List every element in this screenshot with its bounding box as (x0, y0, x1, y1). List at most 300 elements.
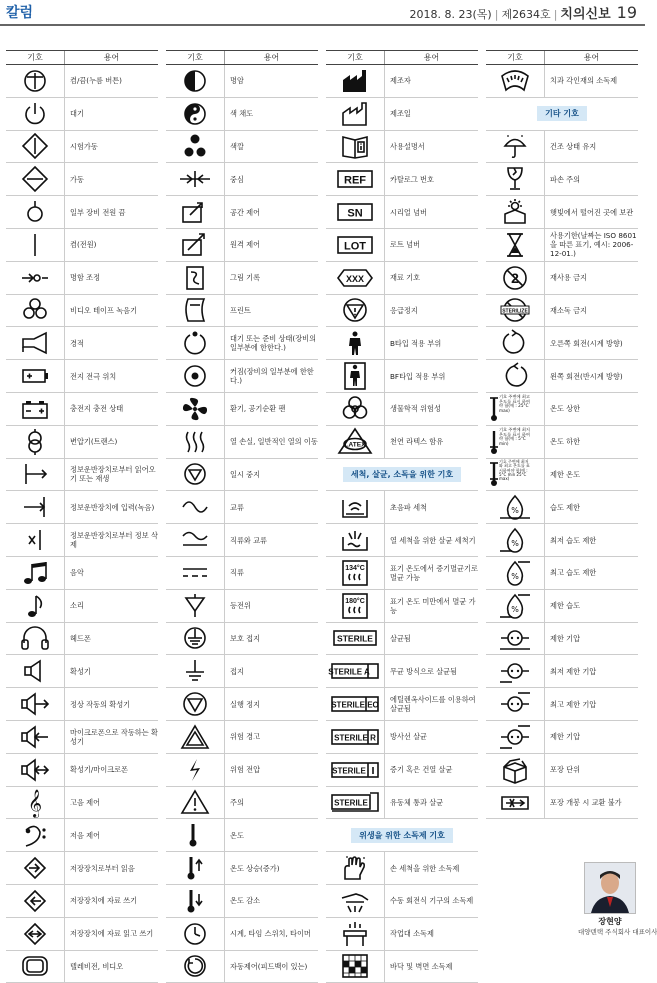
write-storage-icon (20, 888, 50, 914)
symbol-cell (486, 787, 545, 819)
term-label: 사용설명서 (390, 141, 425, 151)
table-row (6, 918, 158, 951)
pressure-limit-icon (500, 625, 530, 651)
subsection-heading (486, 98, 638, 131)
table-row (166, 951, 318, 983)
table-row (166, 623, 318, 656)
hand-disinfect-icon (340, 855, 370, 881)
table-header (326, 50, 478, 65)
term-label: 시험가동 (70, 141, 98, 151)
symbol-cell (486, 590, 545, 622)
table-row (6, 426, 158, 459)
header-symbol: 기호 (166, 51, 225, 64)
symbol-cell (6, 393, 65, 425)
table-row (166, 787, 318, 820)
symbol-cell (486, 360, 545, 392)
term-label: 색 채도 (230, 109, 254, 119)
symbol-cell (166, 918, 225, 950)
table-row (486, 655, 638, 688)
sunlight-icon (500, 199, 530, 225)
symbol-cell (326, 557, 385, 589)
biohazard-icon (340, 396, 370, 422)
read-storage-icon (20, 855, 50, 881)
symbol-cell (486, 229, 545, 261)
term-label: 정보운반장치에 입력(녹음) (70, 502, 155, 512)
symbol-cell (326, 393, 385, 425)
svg-text:LOT: LOT (344, 240, 366, 253)
svg-text:SN: SN (347, 207, 363, 220)
table-row (6, 393, 158, 426)
term-label: 마이크로폰으로 작동하는 확성기 (70, 727, 158, 746)
symbol-cell (326, 590, 385, 622)
table-row (6, 655, 158, 688)
symbol-cell (326, 262, 385, 294)
symbol-cell (326, 196, 385, 228)
term-label: 저장장치에 자료 쓰기 (70, 896, 138, 906)
term-label: 교류 (230, 502, 244, 512)
symbol-cell (486, 655, 545, 687)
table-header (166, 50, 318, 65)
term-label: 표기 온도에서 증기멸균기로 멸균 가능 (390, 563, 478, 582)
header-info: 2018. 8. 23(목) | 제2634호 | 치의신보 19 (409, 3, 637, 22)
table-row (166, 426, 318, 459)
svg-text:%: % (511, 539, 519, 549)
sterile-icon (337, 625, 373, 651)
svg-text:2: 2 (511, 269, 519, 286)
table-row (6, 951, 158, 983)
term-label: 재료 기호 (390, 273, 421, 283)
horn-icon (20, 330, 50, 356)
symbol-cell (166, 819, 225, 851)
term-label: 재소독 금지 (550, 305, 588, 315)
high-voltage-icon (180, 757, 210, 783)
table-row (326, 295, 478, 328)
symbol-cell (486, 688, 545, 720)
term-label: 제한 기압 (550, 633, 581, 643)
term-label: 충전지 충전 상태 (70, 404, 124, 414)
header-term: 용어 (423, 53, 440, 62)
symbol-cell (6, 360, 65, 392)
table-row (166, 524, 318, 557)
table-row (166, 196, 318, 229)
symbol-cell (166, 787, 225, 819)
table-row (326, 852, 478, 885)
subsection-heading (326, 459, 478, 492)
symbol-cell (326, 524, 385, 556)
table-row (6, 163, 158, 196)
term-label: 증기 혹은 건열 살균 (390, 765, 453, 775)
table-row (6, 360, 158, 393)
symbol-cell (6, 65, 65, 97)
package-unit-icon (500, 757, 530, 783)
table-row (166, 655, 318, 688)
symbol-cell (166, 163, 225, 195)
symbol-cell (6, 524, 65, 556)
svg-text:REF: REF (344, 174, 366, 187)
table-row (166, 360, 318, 393)
term-label: 제조자 (390, 76, 411, 86)
symbol-cell (166, 754, 225, 786)
symbol-cell (326, 852, 385, 884)
term-label: 저장장치에 자료 읽고 쓰기 (70, 929, 154, 939)
table-row (326, 196, 478, 229)
table-row (166, 131, 318, 164)
symbol-cell (326, 98, 385, 130)
symbol-cell (486, 327, 545, 359)
term-label: 제한 온도 (550, 469, 581, 479)
symbol-cell (486, 295, 545, 327)
ac-dc-icon (180, 527, 210, 553)
term-label: 보호 접지 (230, 633, 261, 643)
symbol-cell (166, 623, 225, 655)
symbol-cell (326, 295, 385, 327)
term-label: 작업대 소독제 (390, 929, 434, 939)
table-row (326, 918, 478, 951)
table-row (326, 590, 478, 623)
svg-text:STERILE R: STERILE R (334, 733, 376, 743)
sterile-eo-icon (331, 691, 379, 717)
symbol-cell (6, 491, 65, 523)
term-label: 손 세척을 위한 소독제 (390, 863, 460, 873)
type-bf-icon (340, 363, 370, 389)
newspaper-name: 치의신보 (560, 7, 611, 22)
term-label: 수동 회전식 기구의 소독제 (390, 896, 474, 906)
term-label: 온도 상한 (550, 404, 581, 414)
symbol-cell (166, 65, 225, 97)
symbol-cell (166, 98, 225, 130)
author-name: 장현양 (598, 917, 622, 926)
charger-battery-icon (20, 396, 50, 422)
term-label: 저장장치로부터 읽음 (70, 863, 135, 873)
term-label: 카탈로그 번호 (390, 174, 434, 184)
table-row (486, 590, 638, 623)
fan-icon (180, 396, 210, 422)
symbol-cell (166, 655, 225, 687)
no-resterilize-icon (500, 297, 530, 323)
table-row (6, 623, 158, 656)
table-row (6, 852, 158, 885)
table-row (486, 688, 638, 721)
pressure-range-icon (500, 724, 530, 750)
term-label: 정상 작동의 확성기 (70, 699, 131, 709)
symbol-cell (326, 951, 385, 983)
table-row (326, 426, 478, 459)
auto-control-icon (180, 953, 210, 979)
term-label: 열 세척을 위한 살균 세척기 (390, 535, 476, 545)
table-row (166, 459, 318, 492)
steam-134-icon (340, 560, 370, 586)
term-label: 오른쪽 회전(시계 방향) (550, 338, 623, 348)
symbol-cell (166, 295, 225, 327)
loudspeaker-icon (20, 658, 50, 684)
symbol-cell (486, 131, 545, 163)
term-label: 살균됨 (390, 633, 411, 643)
term-label: 확성기 (70, 666, 91, 676)
video-tape-icon (20, 297, 50, 323)
instructions-icon (340, 133, 370, 159)
no-reuse-icon (500, 265, 530, 291)
focus-icon (180, 166, 210, 192)
table-row (6, 131, 158, 164)
symbol-cell (6, 655, 65, 687)
table-row (326, 163, 478, 196)
emergency-stop-icon (180, 691, 210, 717)
term-label: 천연 라텍스 함유 (390, 437, 444, 447)
table-row (166, 819, 318, 852)
print-icon (180, 297, 210, 323)
television-icon (20, 953, 50, 979)
music-icon (20, 560, 50, 586)
symbol-cell (486, 524, 545, 556)
table-row (166, 590, 318, 623)
symbol-table-3 (326, 50, 478, 983)
table-row (486, 459, 638, 492)
table-row (486, 327, 638, 360)
direct-current-icon (180, 560, 210, 586)
symbol-cell (326, 918, 385, 950)
humidity-max-icon (500, 560, 530, 586)
issue-date: 2018. 8. 23(목) (409, 8, 492, 21)
table-row (326, 623, 478, 656)
term-label: 최저 습도 제한 (550, 535, 597, 545)
temperature-down-icon (180, 888, 210, 914)
local-control-icon (180, 199, 210, 225)
term-label: 저음 제어 (70, 830, 101, 840)
term-label: 에틸렌옥사이드를 이용하여 살균됨 (390, 695, 476, 714)
svg-text:STERILIZE: STERILIZE (502, 308, 528, 315)
subsection-label: 세척, 살균, 소독을 위한 기호 (343, 467, 461, 482)
symbol-cell (326, 491, 385, 523)
term-label: 정보운반장치로부터 읽어오기 또는 재생 (70, 465, 156, 484)
term-label: 음악 (70, 568, 84, 578)
symbol-cell (6, 131, 65, 163)
svg-text:134°C: 134°C (345, 564, 365, 572)
manufacturer-icon (340, 68, 370, 94)
power-on-line-icon (20, 232, 50, 258)
fragile-icon (500, 166, 530, 192)
symbol-cell (486, 426, 545, 458)
symbol-cell (6, 590, 65, 622)
term-label: 열 손실, 일반적인 열의 이동 (230, 437, 318, 447)
table-row (326, 557, 478, 590)
standby-icon (20, 101, 50, 127)
table-row (486, 163, 638, 196)
symbol-cell (6, 557, 65, 589)
table-row (6, 819, 158, 852)
header-term: 용어 (583, 53, 600, 62)
ultrasonic-clean-icon (340, 494, 370, 520)
svg-text:%: % (511, 604, 519, 614)
term-label: 고음 제어 (70, 797, 101, 807)
table-row (166, 163, 318, 196)
table-row (326, 65, 478, 98)
table-row (166, 688, 318, 721)
header-symbol: 기호 (326, 51, 385, 64)
term-label: 정보운반장치로부터 정보 삭제 (70, 531, 158, 550)
table-row (166, 229, 318, 262)
symbol-cell (6, 623, 65, 655)
svg-text:STERILE: STERILE (334, 798, 368, 808)
author-org: 대양덴택 주식회사 대표이사 (578, 928, 657, 936)
table-row (166, 557, 318, 590)
term-label: 시리얼 넘버 (390, 207, 428, 217)
play-from-storage-icon (20, 461, 50, 487)
symbol-cell (6, 787, 65, 819)
term-label: 직류와 교류 (230, 535, 268, 545)
symbol-cell (6, 98, 65, 130)
headphone-icon (20, 625, 50, 651)
term-label: 가동 (70, 174, 84, 184)
latex-icon (340, 429, 370, 455)
symbol-cell (166, 688, 225, 720)
header-symbol: 기호 (6, 51, 65, 64)
on-partial-icon (180, 363, 210, 389)
table-row (166, 754, 318, 787)
material-code-icon (340, 265, 370, 291)
ref-box-icon (340, 166, 370, 192)
symbol-cell (166, 459, 225, 491)
term-label: 확성기/마이크로폰 (70, 765, 128, 775)
emergency-stop-circle-icon (340, 297, 370, 323)
clockwise-icon (500, 330, 530, 356)
heat-icon (180, 429, 210, 455)
protective-earth-icon (180, 625, 210, 651)
table-row (326, 360, 478, 393)
symbol-cell (486, 623, 545, 655)
table-row (326, 951, 478, 983)
temp-lower-icon: 기호 주변에 최저 온도를 표시 하여야 함(예 : 5°C min) (500, 429, 530, 455)
symbol-cell (166, 491, 225, 523)
light-adjust-icon (20, 265, 50, 291)
table-row (166, 393, 318, 426)
term-label: 프린트 (230, 305, 251, 315)
term-label: 색깔 (230, 141, 244, 151)
input-to-storage-icon (20, 494, 50, 520)
symbol-cell (6, 721, 65, 753)
erase-from-storage-icon (20, 527, 50, 553)
table-row (326, 688, 478, 721)
term-label: 위험 전압 (230, 765, 261, 775)
term-label: 온도 상승(증가) (230, 863, 280, 873)
sterile-steam-icon (332, 757, 370, 783)
treble-clef-icon (20, 789, 50, 818)
counterclockwise-icon (500, 363, 530, 389)
instrument-disinfect-icon (340, 921, 370, 947)
symbol-cell (326, 787, 385, 819)
symbol-cell (6, 327, 65, 359)
symbol-cell (486, 196, 545, 228)
svg-text:%: % (511, 571, 519, 581)
symbol-cell (326, 754, 385, 786)
symbol-cell (166, 951, 225, 983)
symbol-cell (486, 754, 545, 786)
symbol-cell (166, 360, 225, 392)
table-row (166, 262, 318, 295)
term-label: 파손 주의 (550, 174, 581, 184)
svg-text:STERILE EO: STERILE EO (331, 700, 379, 710)
pressure-min-icon (500, 658, 530, 684)
table-row (326, 524, 478, 557)
term-label: 위험 경고 (230, 732, 261, 742)
term-label: 켬(전원) (70, 240, 97, 250)
section-title: 칼럼 (6, 5, 34, 21)
term-label: 포장 개봉 시 교환 불가 (550, 797, 622, 807)
symbol-cell (486, 721, 545, 753)
steam-180-icon (340, 593, 370, 619)
term-label: 습도 제한 (550, 502, 581, 512)
dental-instrument-disinfect-icon (500, 68, 530, 94)
term-label: 제조일 (390, 109, 411, 119)
symbol-cell (6, 426, 65, 458)
table-row (166, 327, 318, 360)
brightness-icon (180, 68, 210, 94)
table-row (326, 721, 478, 754)
table-row (6, 295, 158, 328)
table-row (6, 196, 158, 229)
equipotential-icon (180, 593, 210, 619)
term-label: 실행 정지 (230, 699, 261, 709)
table-header (486, 50, 638, 65)
pause-icon (180, 461, 210, 487)
table-header (6, 50, 158, 65)
symbol-table-1 (6, 50, 158, 983)
table-row (6, 524, 158, 557)
sound-icon (20, 593, 50, 619)
microphone-speaker-icon (20, 724, 50, 750)
table-row (6, 65, 158, 98)
svg-text:%: % (511, 506, 519, 516)
symbol-cell (6, 295, 65, 327)
term-label: 무균 방식으로 살균됨 (390, 666, 458, 676)
symbol-cell (486, 393, 545, 425)
symbol-cell (6, 688, 65, 720)
page-header (0, 0, 645, 26)
symbol-cell (6, 852, 65, 884)
term-label: 초음파 세척 (390, 502, 428, 512)
header-symbol: 기호 (486, 51, 545, 64)
table-row (326, 229, 478, 262)
term-label: 주의 (230, 797, 244, 807)
subsection-heading (326, 819, 478, 852)
partial-power-on-icon (20, 199, 50, 225)
type-b-icon (340, 330, 370, 356)
subsection-label: 기타 기호 (537, 106, 587, 121)
term-label: 켬/끔(누름 버튼) (70, 76, 122, 86)
svg-text:𝄞: 𝄞 (27, 789, 43, 818)
standby-partial-icon (180, 330, 210, 356)
hourglass-icon (500, 232, 530, 258)
table-row (166, 721, 318, 754)
term-label: 일부 장비 전원 끔 (70, 207, 126, 217)
symbol-cell (326, 623, 385, 655)
table-row (486, 196, 638, 229)
symbol-cell (6, 229, 65, 261)
earth-icon (180, 658, 210, 684)
term-label: 명암 (230, 76, 244, 86)
symbol-cell (6, 262, 65, 294)
term-label: 온도 감소 (230, 896, 261, 906)
symbol-cell (6, 885, 65, 917)
table-row (486, 131, 638, 164)
floor-disinfect-icon (340, 953, 370, 979)
table-row (486, 721, 638, 754)
symbol-table-2 (166, 50, 318, 983)
term-label: 제한 기압 (550, 732, 581, 742)
test-operation-icon (20, 133, 50, 159)
term-label: 비디오 테이프 녹음기 (70, 305, 138, 315)
temp-upper-icon: 기호 주변에 최고 온도를 표시 하여야 함(예 : 25°C max) (500, 396, 530, 422)
table-row (6, 787, 158, 820)
